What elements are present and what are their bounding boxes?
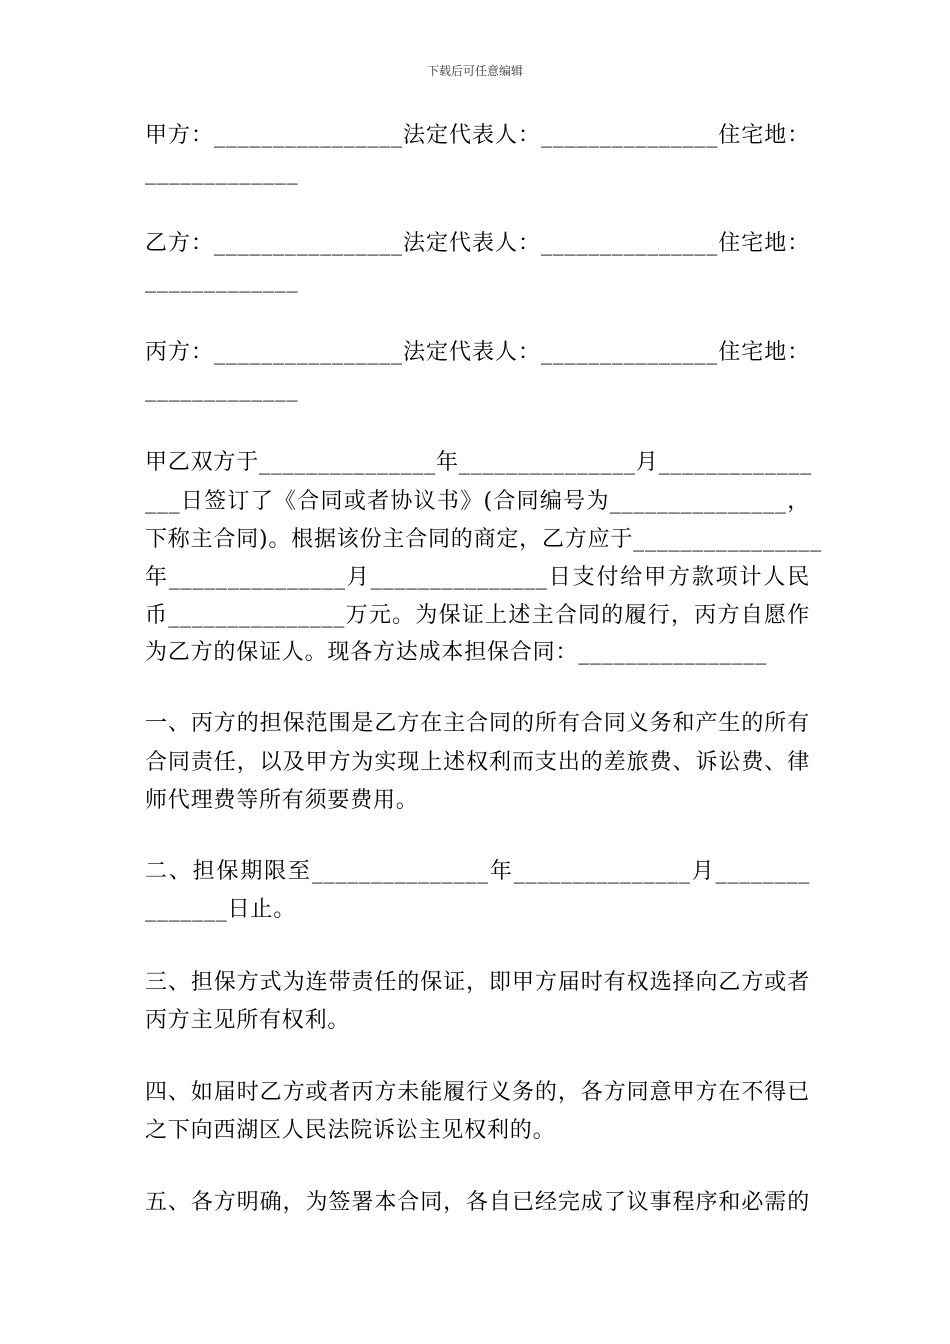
preamble-line-2: ___日签订了《合同或者协议书》(合同编号为_______________， xyxy=(145,489,810,514)
clause-2-line-1: 二、担保期限至_______________年_______________月________ xyxy=(145,859,810,884)
party-c-address-blank: _____________ xyxy=(145,377,299,402)
clause-1-line-2: 合同责任，以及甲方为实现上述权利而支出的差旅费、诉讼费、律 xyxy=(145,750,810,775)
preamble-line-4: 年_______________月_______________日支付给甲方款项计人民 xyxy=(145,565,810,590)
party-b-line: 乙方：________________法定代表人：_______________住宅地： xyxy=(145,231,810,256)
preamble-line-6: 为乙方的保证人。现各方达成本担保合同：________________ xyxy=(145,640,768,665)
clause-4-line-2: 之下向西湖区人民法院诉讼主见权利的。 xyxy=(145,1118,556,1143)
preamble-line-3: 下称主合同)。根据该份主合同的商定，乙方应于________________ xyxy=(145,527,822,552)
clause-3-line-2: 丙方主见所有权利。 xyxy=(145,1008,351,1033)
clause-4-line-1: 四、如届时乙方或者丙方未能履行义务的，各方同意甲方在不得已 xyxy=(145,1080,810,1105)
party-b-address-blank: _____________ xyxy=(145,268,299,293)
party-a-address-blank: _____________ xyxy=(145,160,299,185)
page-header: 下载后可任意编辑 xyxy=(426,64,523,78)
clause-3-line-1: 三、担保方式为连带责任的保证，即甲方届时有权选择向乙方或者 xyxy=(145,970,810,995)
clause-5-line-1: 五、各方明确，为签署本合同，各自已经完成了议事程序和必需的 xyxy=(145,1190,810,1215)
clause-2-line-2: _______日止。 xyxy=(145,897,297,922)
clause-1-line-1: 一、丙方的担保范围是乙方在主合同的所有合同义务和产生的所有 xyxy=(145,711,810,736)
clause-1-line-3: 师代理费等所有须要费用。 xyxy=(145,788,419,813)
party-a-line: 甲方：________________法定代表人：_______________住宅地： xyxy=(145,123,810,148)
party-c-line: 丙方：________________法定代表人：_______________住宅地： xyxy=(145,340,810,365)
preamble-line-1: 甲乙双方于_______________年_______________月_____________ xyxy=(145,450,812,475)
preamble-line-5: 币_______________万元。为保证上述主合同的履行，丙方自愿作 xyxy=(145,603,810,628)
